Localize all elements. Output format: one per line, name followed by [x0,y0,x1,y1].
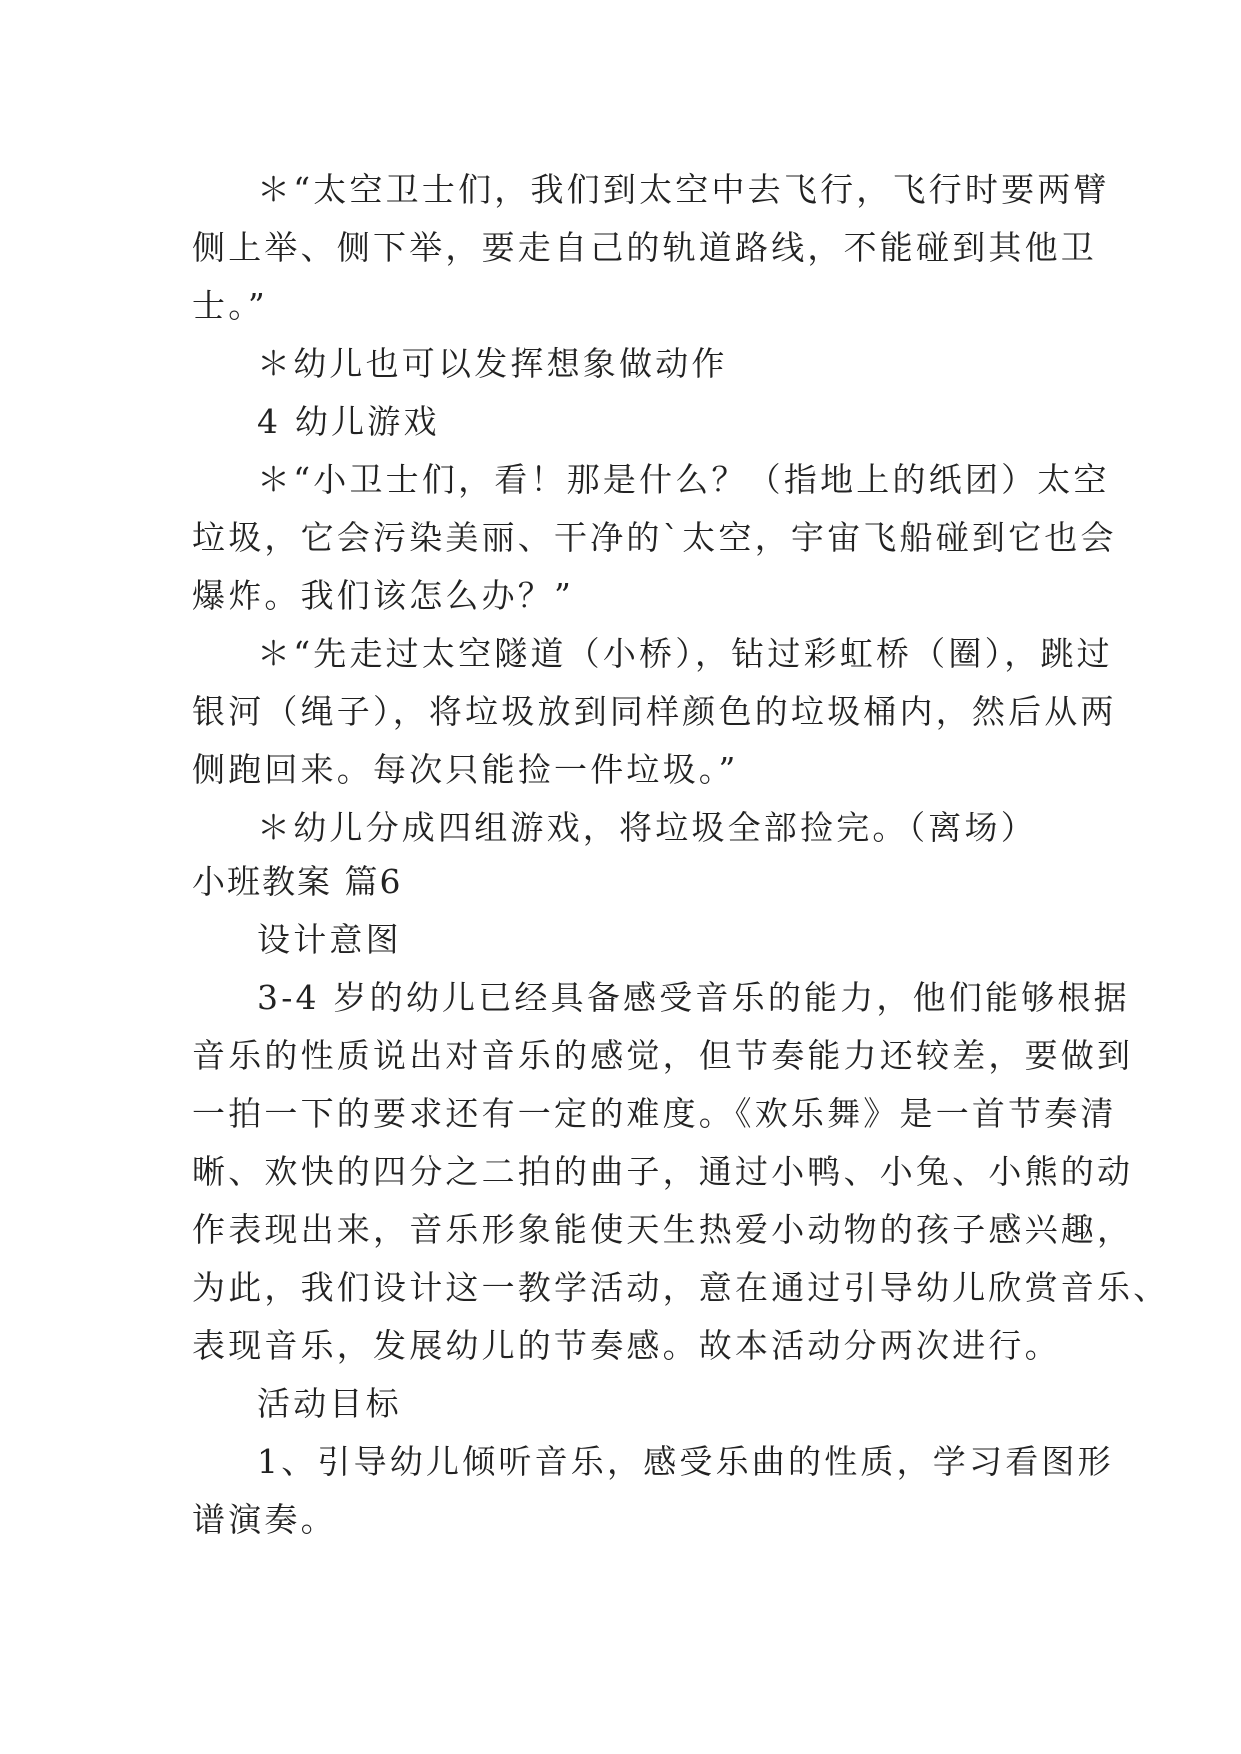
paragraph-line: 爆炸。我们该怎么办？” [192,576,575,615]
paragraph-line: 作表现出来，音乐形象能使天生热爱小动物的孩子感兴趣， [192,1210,1134,1249]
paragraph-line: 士。” [192,286,268,325]
paragraph-line: 侧跑回来。每次只能捡一件垃圾。” [192,750,739,789]
paragraph-line: 侧上举、侧下举，要走自己的轨道路线，不能碰到其他卫 [192,228,1097,267]
paragraph-line: 垃圾，它会污染美丽、干净的`太空，宇宙飞船碰到它也会 [192,518,1117,557]
subsection-heading: 活动目标 [257,1384,402,1423]
paragraph-line: 3-4 岁的幼儿已经具备感受音乐的能力，他们能够根据 [257,978,1130,1017]
section-title: 小班教案 篇6 [192,862,403,901]
paragraph-line: ＊“太空卫士们，我们到太空中去飞行，飞行时要两臂 [257,170,1110,209]
paragraph-line: 为此，我们设计这一教学活动，意在通过引导幼儿欣赏音乐、 [192,1268,1170,1307]
paragraph-line: 银河（绳子），将垃圾放到同样颜色的垃圾桶内，然后从两 [192,692,1117,731]
paragraph-line: 一拍一下的要求还有一定的难度。《欢乐舞》是一首节奏清 [192,1094,1117,1133]
paragraph-line: 谱演奏。 [192,1500,337,1539]
paragraph-line: ＊“先走过太空隧道（小桥），钻过彩虹桥（圈），跳过 [257,634,1113,673]
paragraph-line: ＊幼儿分成四组游戏，将垃圾全部捡完。（离场） [257,808,1037,847]
paragraph-line: 音乐的性质说出对音乐的感觉，但节奏能力还较差，要做到 [192,1036,1134,1075]
subsection-heading: 设计意图 [257,920,402,959]
paragraph-line: ＊“小卫士们，看！那是什么？（指地上的纸团）太空 [257,460,1110,499]
section-step-heading: 4 幼儿游戏 [257,402,440,441]
paragraph-line: 1、引导幼儿倾听音乐，感受乐曲的性质，学习看图形 [257,1442,1114,1481]
paragraph-line: ＊幼儿也可以发挥想象做动作 [257,344,728,383]
paragraph-line: 晰、欢快的四分之二拍的曲子，通过小鸭、小兔、小熊的动 [192,1152,1134,1191]
paragraph-line: 表现音乐，发展幼儿的节奏感。故本活动分两次进行。 [192,1326,1061,1365]
